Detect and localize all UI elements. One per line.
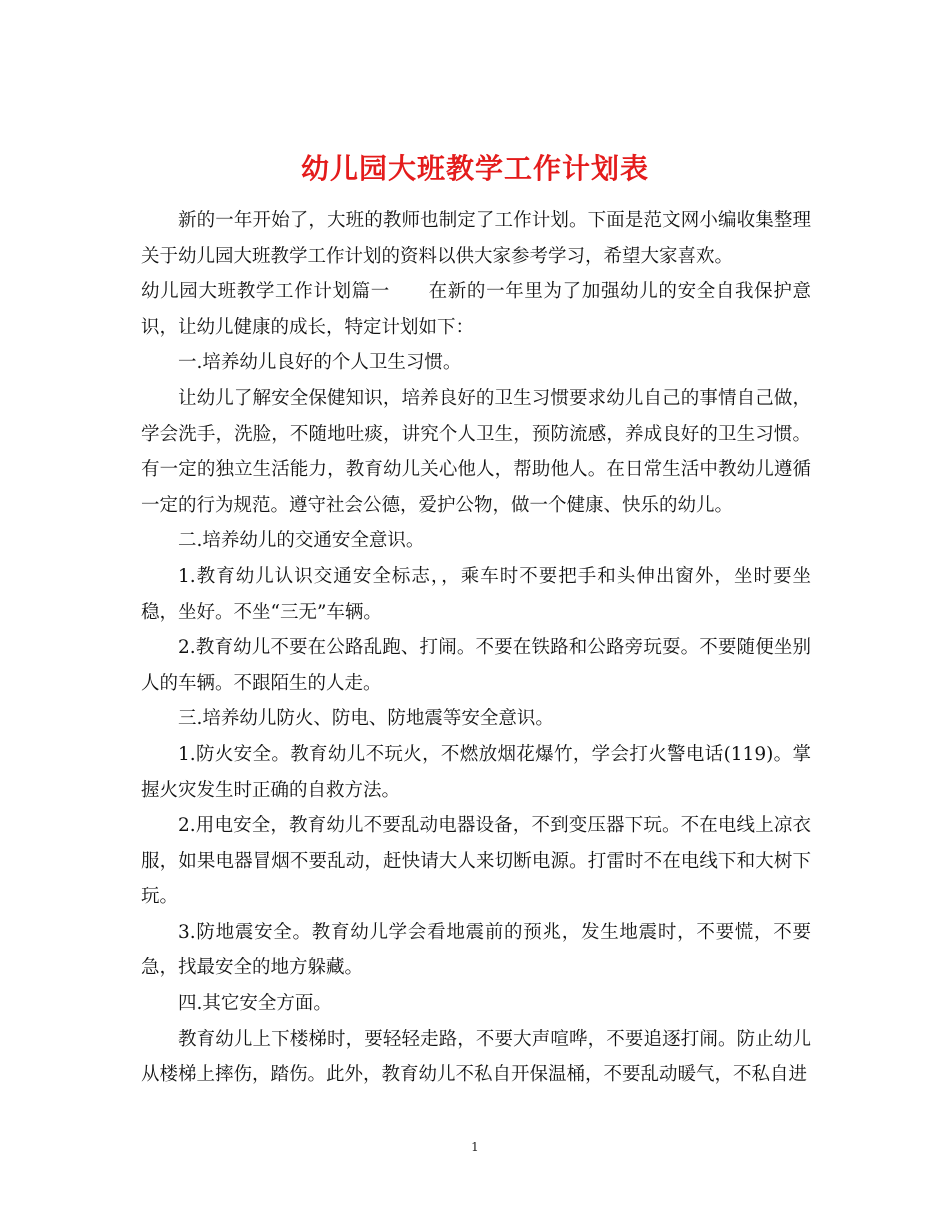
document-title: 幼儿园大班教学工作计划表	[300, 151, 649, 185]
intro-paragraph: 新的一年开始了，大班的教师也制定了工作计划。下面是范文网小编收集整理关于幼儿园大班教学工作计划的资料以供大家参考学习，希望大家喜欢。	[141, 210, 811, 267]
heading-fire-electric-earthquake: 三.培养幼儿防火、防电、防地震等安全意识。	[178, 708, 554, 730]
page-number: 1	[471, 1140, 479, 1154]
paragraph-fire-safety: 1.防火安全。教育幼儿不玩火，不燃放烟花爆竹，学会打火警电话(119)。掌握火灾发生时正确的自救方法。	[141, 743, 811, 801]
section-heading: 幼儿园大班教学工作计划篇一	[141, 281, 390, 303]
heading-personal-hygiene: 一.培养幼儿良好的个人卫生习惯。	[178, 352, 462, 374]
paragraph-hygiene-details: 让幼儿了解安全保健知识，培养良好的卫生习惯要求幼儿自己的事情自己做，学会洗手，洗脸，不随地吐痰，讲究个人卫生，预防流感，养成良好的卫生习惯。有一定的独立生活能力，教育幼儿关心他人，帮助他人。在日常生活中教幼儿遵循一定的行为规范。遵守社会公德，爱护公物，做一个健康、快乐的幼儿。	[141, 387, 811, 516]
paragraph-other-safety: 教育幼儿上下楼梯时，要轻轻走路，不要大声喧哗，不要追逐打闹。防止幼儿从楼梯上摔伤，踏伤。此外，教育幼儿不私自开保温桶，不要乱动暖气，不私自进	[141, 1028, 811, 1086]
section-lead: 在新的一年里为了加强幼儿的安全自我保护意识，让幼儿健康的成长，特定计划如下：	[141, 281, 811, 338]
paragraph-electric-safety: 2.用电安全，教育幼儿不要乱动电器设备，不到变压器下玩。不在电线上凉衣服，如果电器冒烟不要乱动，赶快请大人来切断电源。打雷时不在电线下和大树下玩。	[141, 815, 811, 908]
paragraph-traffic-item-2: 2.教育幼儿不要在公路乱跑、打闹。不要在铁路和公路旁玩耍。不要随便坐别人的车辆。不跟陌生的人走。	[141, 637, 811, 694]
paragraph-earthquake-safety: 3.防地震安全。教育幼儿学会看地震前的预兆，发生地震时，不要慌，不要急，找最安全的地方躲藏。	[141, 921, 811, 979]
heading-traffic-safety: 二.培养幼儿的交通安全意识。	[178, 530, 425, 552]
section-intro-paragraph	[141, 274, 811, 345]
heading-other-safety: 四.其它安全方面。	[178, 993, 332, 1015]
paragraph-traffic-item-1: 1.教育幼儿认识交通安全标志，，乘车时不要把手和头伸出窗外，坐时要坐稳，坐好。不坐“三无”车辆。	[141, 565, 811, 623]
document-body	[141, 203, 811, 1093]
